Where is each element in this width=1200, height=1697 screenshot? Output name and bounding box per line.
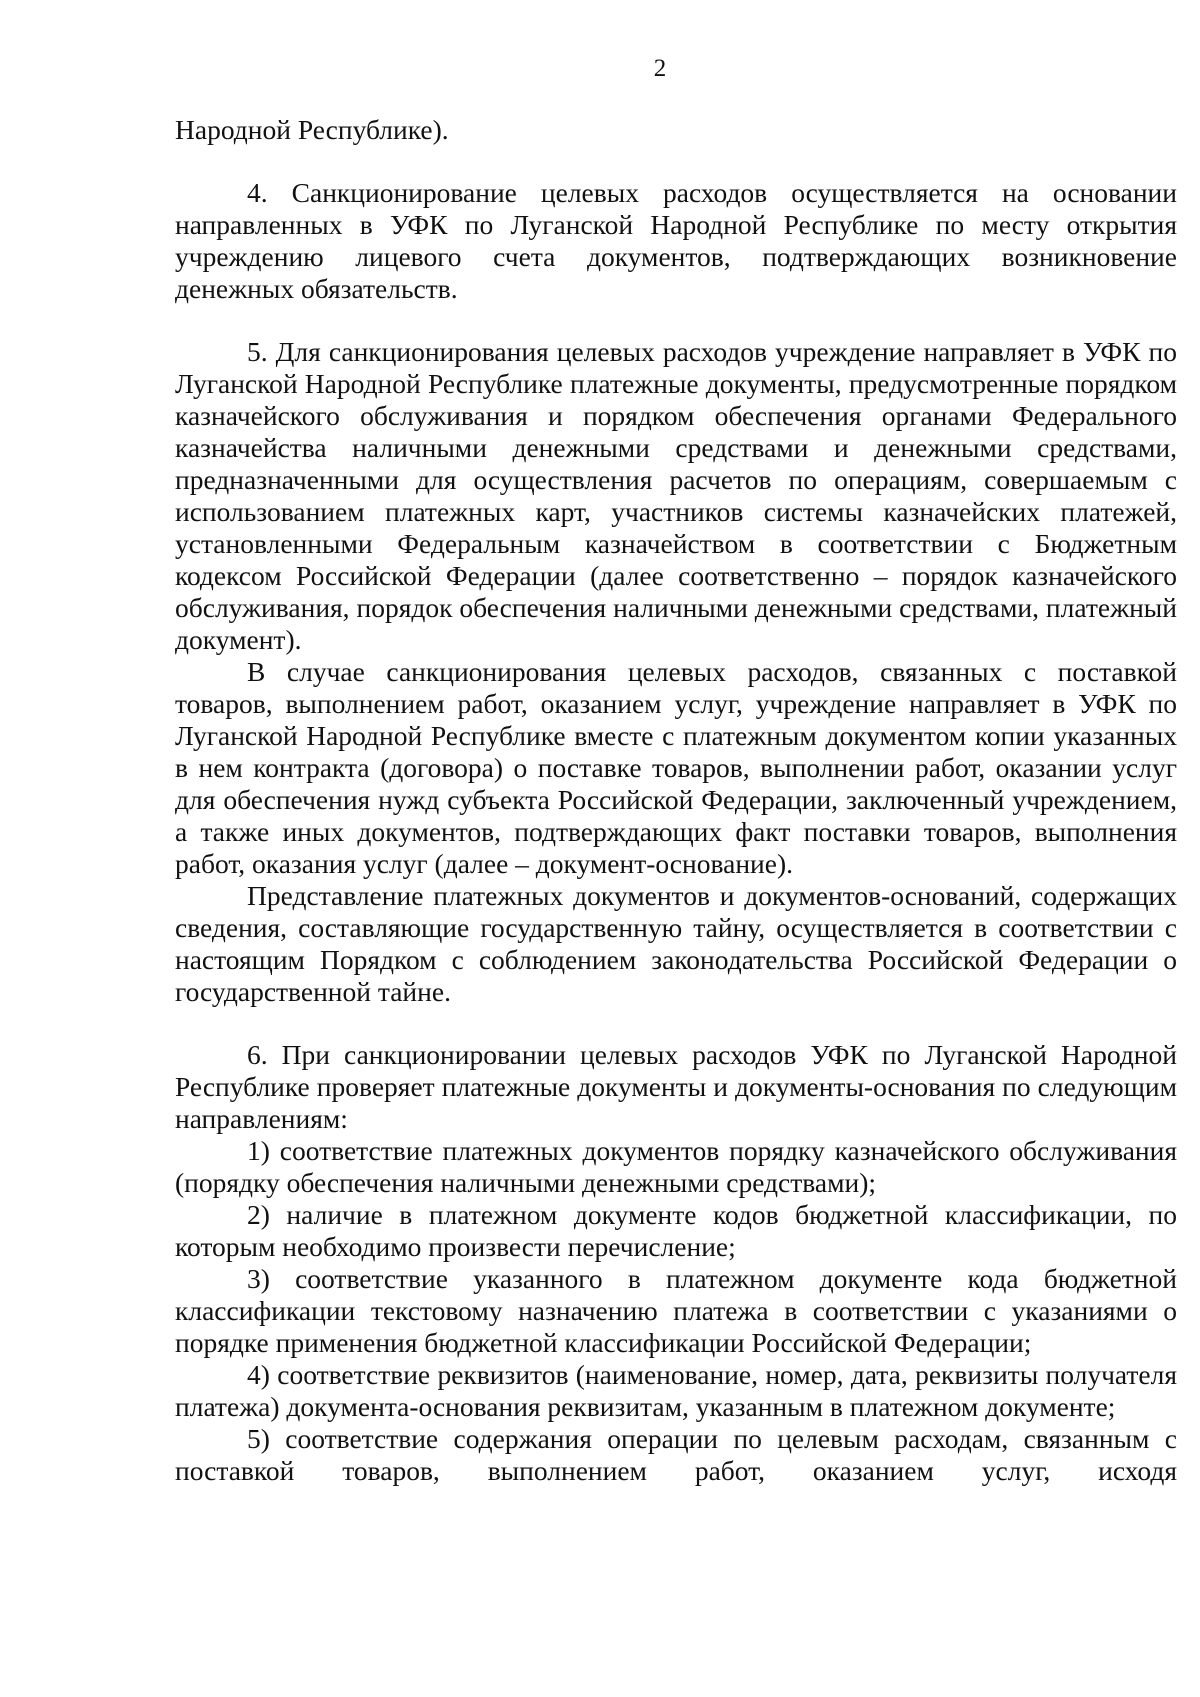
- paragraph-item-5: 5. Для санкционирования целевых расходов учреждение направляет в УФК по Луганской Народной Республике платежные документы, предусмотренные порядком казначейского обслуживания и порядком обеспечения органами Федерального казначейства наличными денежными средствами и денежными средствами, предназначенными для осуществления расчетов по операциям, совершаемым с использованием платежных карт, участников системы казначейских платежей, установленными Федеральным казначейством в соответствии с Бюджетным кодексом Российской Федерации (далее соответственно – порядок казначейского обслуживания, порядок обеспечения наличными денежными средствами, платежный документ).: [175, 336, 1177, 655]
- paragraph-continuation: Народной Республике).: [175, 114, 449, 145]
- page-number: 2: [653, 55, 667, 82]
- list-item-6-4: 4) соответствие реквизитов (наименование, номер, дата, реквизиты получателя платежа) документа-основания реквизитам, указанным в платежном документе;: [175, 1359, 1177, 1422]
- document-body: [175, 114, 1177, 1487]
- list-item-6-5: 5) соответствие содержания операции по целевым расходам, связанным с поставкой товаров, выполнением работ, оказанием услуг, исходя: [175, 1423, 1177, 1486]
- list-item-6-2: 2) наличие в платежном документе кодов бюджетной классификации, по которым необходимо произвести перечисление;: [175, 1199, 1177, 1262]
- list-item-6-3: 3) соответствие указанного в платежном документе кода бюджетной классификации текстовому назначению платежа в соответствии с указаниями о порядке применения бюджетной классификации Российской Федерации;: [175, 1263, 1177, 1358]
- list-item-6-1: 1) соответствие платежных документов порядку казначейского обслуживания (порядку обеспечения наличными денежными средствами);: [175, 1135, 1177, 1198]
- paragraph-item-5-goods: В случае санкционирования целевых расходов, связанных с поставкой товаров, выполнением работ, оказанием услуг, учреждение направляет в УФК по Луганской Народной Республике вместе с платежным документом копии указанных в нем контракта (договора) о поставке товаров, выполнении работ, оказании услуг для обеспечения нужд субъекта Российской Федерации, заключенный учреждением, а также иных документов, подтверждающих факт поставки товаров, выполнения работ, оказания услуг (далее – документ-основание).: [175, 656, 1177, 879]
- paragraph-item-5-secrecy: Представление платежных документов и документов-оснований, содержащих сведения, составляющие государственную тайну, осуществляется в соответствии с настоящим Порядком с соблюдением законодательства Российской Федерации о государственной тайне.: [175, 880, 1177, 1007]
- paragraph-item-6: 6. При санкционировании целевых расходов УФК по Луганской Народной Республике проверяет платежные документы и документы-основания по следующим направлениям:: [175, 1039, 1177, 1134]
- paragraph-item-4: 4. Санкционирование целевых расходов осуществляется на основании направленных в УФК по Луганской Народной Республике по месту открытия учреждению лицевого счета документов, подтверждающих возникновение денежных обязательств.: [175, 177, 1177, 304]
